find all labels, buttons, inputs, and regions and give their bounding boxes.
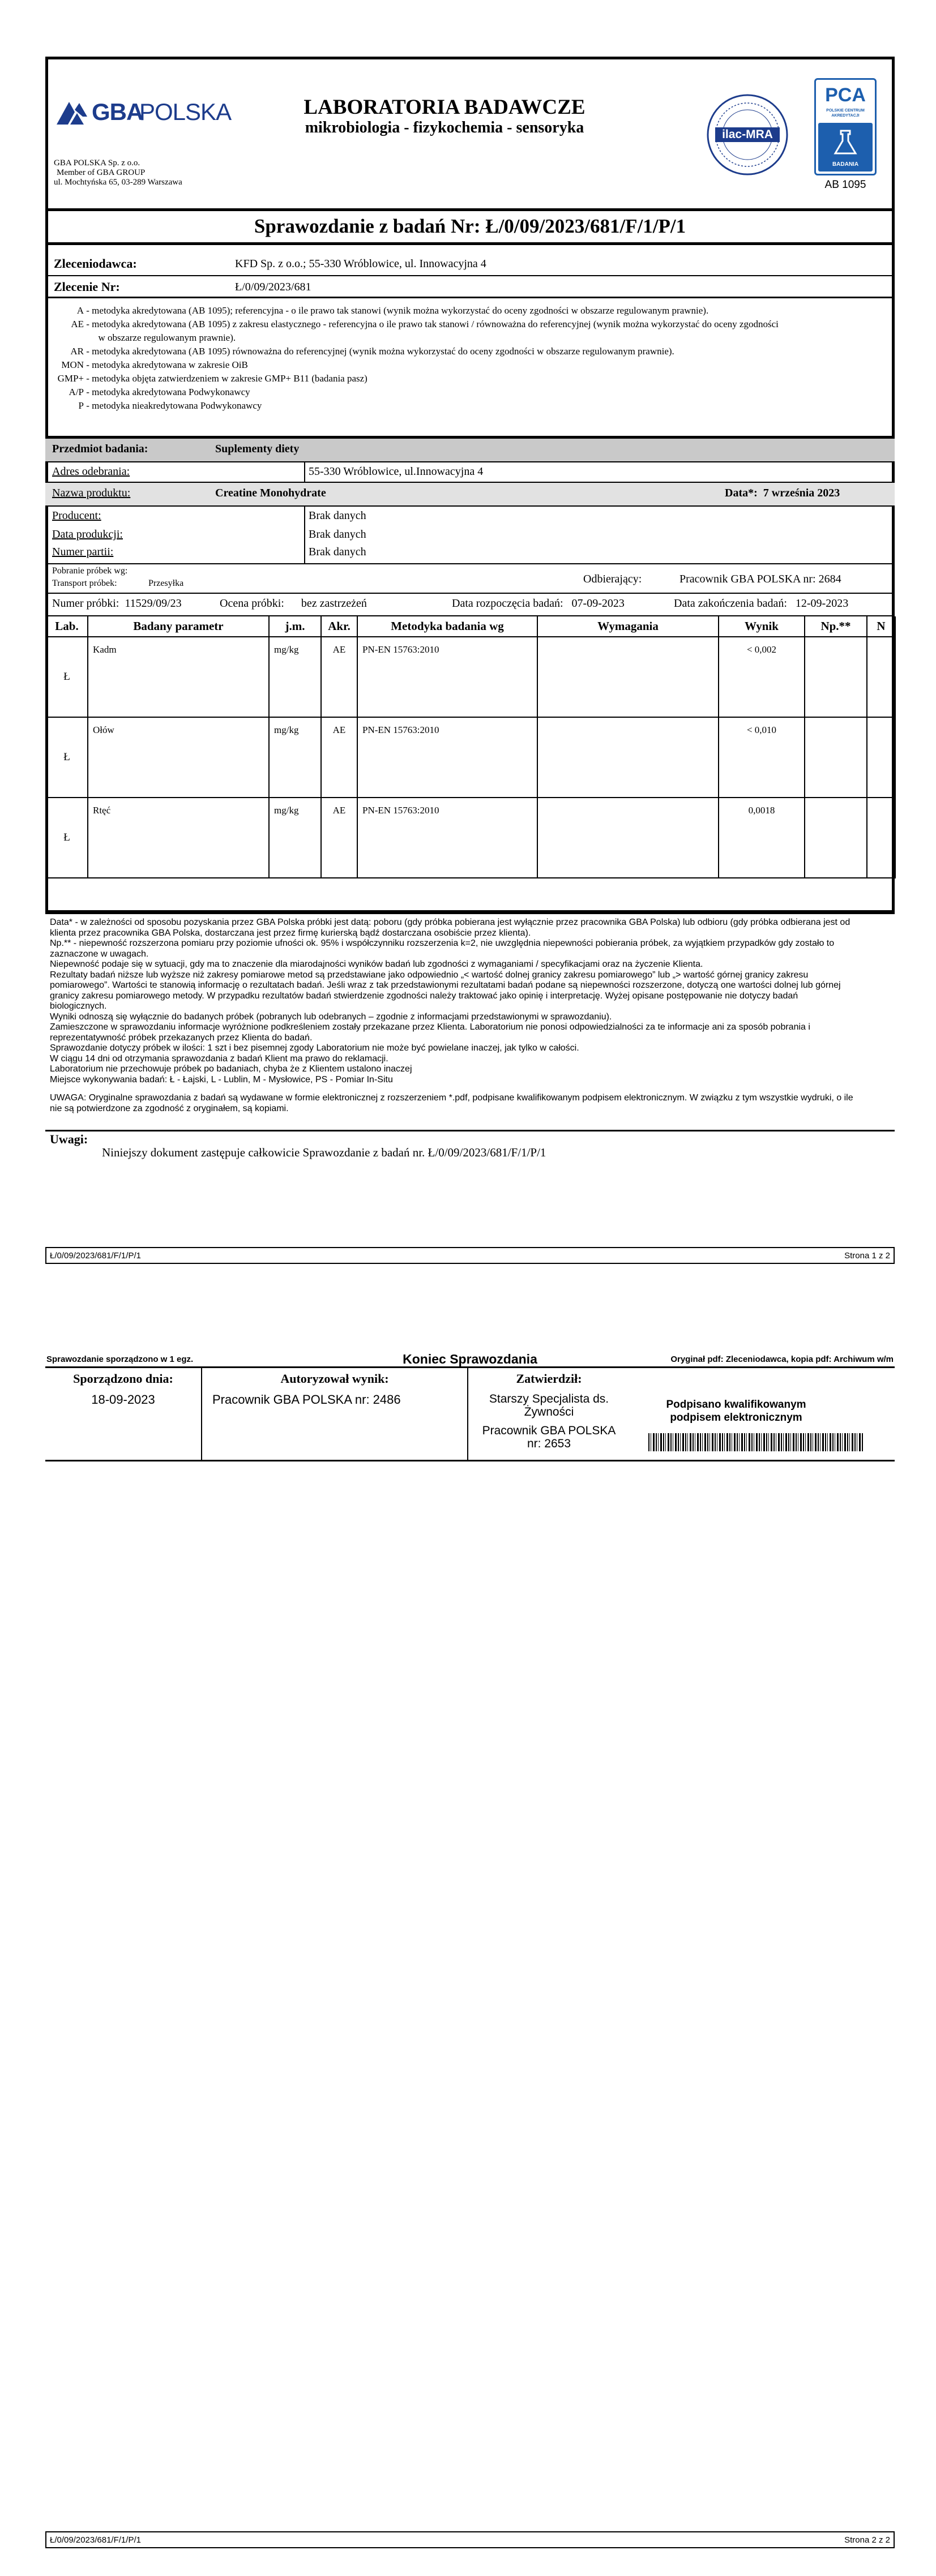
gba-logo-mark-icon xyxy=(55,100,92,126)
transport-label: Transport próbek: xyxy=(52,578,117,588)
company-street: ul. Mochtyńska 65, 03-289 Warszawa xyxy=(54,178,182,187)
cell-unit: mg/kg xyxy=(269,798,321,878)
copies-note: Sprawozdanie sporządzono w 1 egz. xyxy=(46,1355,194,1364)
page-footer-2 xyxy=(45,2531,895,2548)
client-value: KFD Sp. z o.o.; 55-330 Wróblowice, ul. Innowacyjna 4 xyxy=(235,258,486,270)
start-date: Data rozpoczęcia badań: 07-09-2023 xyxy=(452,597,625,610)
pca-subtext: POLSKIE CENTRUM AKREDYTACJI xyxy=(826,109,865,118)
ilac-mra-seal xyxy=(705,92,790,177)
col-result: Wynik xyxy=(719,616,805,637)
end-date: Data zakończenia badań: 12-09-2023 xyxy=(674,597,849,610)
cell-result: < 0,010 xyxy=(719,717,805,798)
cell-n xyxy=(867,637,895,717)
flask-icon xyxy=(818,126,873,160)
ilac-text: ilac-MRA xyxy=(722,128,773,141)
table-row xyxy=(46,637,895,717)
approved-person xyxy=(468,1392,630,1450)
col-parameter: Badany parametr xyxy=(88,616,269,637)
subject-label: Przedmiot badania: xyxy=(52,443,148,455)
footer-page-number: Strona 2 z 2 xyxy=(844,2535,890,2545)
divider xyxy=(45,1460,895,1461)
lab-title: LABORATORIA BADAWCZE xyxy=(304,96,585,119)
legend-item: w obszarze regulowanym prawnie). xyxy=(98,332,236,343)
caution-line: UWAGA: Oryginalne sprawozdania z badań są wydawane w formie elektronicznej z rozszerzeniem *.pdf, podpisane kwalifikowanym podpisem elektronicznym. W związku z tym wszystkie wydruki, o ile xyxy=(50,1093,853,1103)
subject-band xyxy=(45,439,895,461)
divider xyxy=(45,563,895,564)
address-value: 55-330 Wróblowice, ul.Innowacyjna 4 xyxy=(309,465,484,478)
pca-badge xyxy=(814,78,877,175)
transport-value: Przesyłka xyxy=(148,578,184,588)
footnote-line: granicy zakresu pomiarowego metody. W przypadku rezultatów badań stwierdzenie zgodności należy traktować jako opinię i interpretację. Wyżej opisane postępowanie nie dotyczy badań xyxy=(50,991,798,1001)
footnote-line: Zamieszczone w sprawozdaniu informacje wyróżnione podkreśleniem zostały przekazane przez Klienta. Laboratorium nie ponosi odpowiedzialności za te informacje ani za sposób pobrania i xyxy=(50,1022,810,1032)
product-value: Creatine Monohydrate xyxy=(215,487,326,499)
divider xyxy=(45,275,895,276)
legend-item: AR - metodyka akredytowana (AB 1095) równoważna do referencyjnej (wynik można wykorzystać do oceny zgodności w obszarze regulowanym prawnie). xyxy=(70,346,674,357)
batch-label: Numer partii: xyxy=(52,546,114,558)
address-label: Adres odebrania: xyxy=(52,465,130,478)
method-legend xyxy=(45,304,779,413)
cell-akr: AE xyxy=(321,637,357,717)
sampling-date: Data*: 7 września 2023 xyxy=(725,487,840,499)
product-label: Nazwa produktu: xyxy=(52,487,131,499)
cell-result: 0,0018 xyxy=(719,798,805,878)
prepared-date-value: 18-09-2023 xyxy=(91,1392,155,1407)
col-uncertainty: Np.** xyxy=(805,616,867,637)
author-value: Pracownik GBA POLSKA nr: 2486 xyxy=(212,1392,401,1407)
footnote-line: Laboratorium nie przechowuje próbek po badaniach, chyba że z Klientem ustalono inaczej xyxy=(50,1064,412,1074)
results-table xyxy=(45,616,896,878)
approved-line: nr: 2653 xyxy=(527,1437,571,1450)
legend-item: A - metodyka akredytowana (AB 1095); referencyjna - o ile prawo tak stanowi (wynik można wykorzystać do oceny zgodności w obszarze regulowanym prawnie). xyxy=(76,305,709,316)
footer-report-id: Ł/0/09/2023/681/F/1/P/1 xyxy=(50,1251,141,1261)
divider xyxy=(45,297,895,298)
sample-number: Numer próbki: 11529/09/23 xyxy=(52,597,182,610)
logo-brand: GBA xyxy=(92,98,143,125)
table-row xyxy=(46,798,895,878)
footnote-line: zaznaczone w uwagach. xyxy=(50,949,149,959)
remarks-label: Uwagi: xyxy=(50,1132,88,1146)
order-value: Ł/0/09/2023/681 xyxy=(235,281,311,293)
footnote-line: Np.** - niepewność rozszerzona pomiaru przy poziomie ufności ok. 95% i współczynniku rozszerzenia k=2, nie uwzględnia niepewności pobierania próbek, za wyjątkiem przypadków gdy zostało to xyxy=(50,938,835,948)
footnote-line: reprezentatywność próbek przekazanych przez Klienta do badań. xyxy=(50,1032,313,1043)
footnote-line: W ciągu 14 dni od otrzymania sprawozdania z badań Klient ma prawo do reklamacji. xyxy=(50,1053,388,1064)
cell-unit: mg/kg xyxy=(269,717,321,798)
footnotes xyxy=(50,918,891,1114)
col-unit: j.m. xyxy=(269,616,321,637)
cell-requirements xyxy=(537,798,719,878)
divider xyxy=(304,507,305,563)
footnote-line: Data* - w zależności od sposobu pozyskania przez GBA Polska próbki jest datą: poboru (gdy próbka pobierana jest wyłącznie przez pracownika GBA Polska) lub odbioru (gdy próbka odbierana jest od xyxy=(50,918,850,927)
table-header-row xyxy=(46,616,895,637)
legend-item: MON - metodyka akredytowana w zakresie OiB xyxy=(61,359,248,370)
batch-value: Brak danych xyxy=(309,546,366,558)
approved-line: Pracownik GBA POLSKA xyxy=(482,1424,616,1437)
company-group: Member of GBA GROUP xyxy=(57,168,146,177)
divider xyxy=(304,462,305,482)
order-label: Zlecenie Nr: xyxy=(54,280,120,294)
receiver-label: Odbierający: xyxy=(583,573,642,585)
col-method: Metodyka badania wg xyxy=(357,616,537,637)
cell-method: PN-EN 15763:2010 xyxy=(357,637,537,717)
page-footer-1 xyxy=(45,1247,895,1264)
author-label: Autoryzował wynik: xyxy=(280,1371,389,1386)
legend-item: GMP+ - metodyka objęta zatwierdzeniem w zakresie GMP+ B11 (badania pasz) xyxy=(57,373,367,384)
divider xyxy=(45,1366,895,1368)
cell-n xyxy=(867,717,895,798)
footer-report-id: Ł/0/09/2023/681/F/1/P/1 xyxy=(50,2535,141,2545)
caution-line: nie są potwierdzone za zgodność z oryginałem, są kopiami. xyxy=(50,1103,289,1113)
divider xyxy=(45,593,895,594)
col-lab: Lab. xyxy=(46,616,88,637)
cell-method: PN-EN 15763:2010 xyxy=(357,798,537,878)
footnote-line: biologicznych. xyxy=(50,1001,107,1011)
approved-label: Zatwierdził: xyxy=(516,1371,582,1386)
footnote-line: Wyniki odnoszą się wyłącznie do badanych próbek (pobranych lub odebranych – zgodnie z informacjami przedstawionymi w sprawozdaniu). xyxy=(50,1011,612,1022)
legend-item: AE - metodyka akredytowana (AB 1095) z zakresu elastycznego - referencyjna o ile prawo tak stanowi / równoważna do referencyjnej (wynik można wykorzystać do oceny zgodności xyxy=(71,319,779,329)
divider xyxy=(45,242,895,245)
end-title: Koniec Sprawozdania xyxy=(403,1352,537,1366)
cell-parameter: Ołów xyxy=(88,717,269,798)
remarks-text: Niniejszy dokument zastępuje całkowicie Sprawozdanie z badań nr. Ł/0/09/2023/681/F/1/P/1 xyxy=(102,1146,546,1159)
signature-note: Podpisano kwalifikowanym podpisem elektronicznym xyxy=(666,1399,806,1424)
original-note: Oryginał pdf: Zleceniodawca, kopia pdf: Archiwum w/m xyxy=(670,1355,894,1364)
company-address xyxy=(54,158,182,187)
production-date-value: Brak danych xyxy=(309,528,366,541)
sampling-method-label: Pobranie próbek wg: xyxy=(52,566,128,576)
footnote-line: Miejsce wykonywania badań: Ł - Łajski, L - Lublin, M - Mysłowice, PS - Pomiar In-Situ xyxy=(50,1074,393,1085)
approved-line: Żywności xyxy=(524,1405,574,1418)
cell-akr: AE xyxy=(321,717,357,798)
col-akr: Akr. xyxy=(321,616,357,637)
approved-line: Starszy Specjalista ds. xyxy=(489,1392,609,1405)
divider xyxy=(45,1130,895,1131)
signature-barcode xyxy=(648,1433,864,1451)
company-name: GBA POLSKA Sp. z o.o. xyxy=(54,158,140,168)
producer-value: Brak danych xyxy=(309,509,366,522)
lab-subtitle: mikrobiologia - fizykochemia - sensoryka xyxy=(305,119,584,136)
report-title: Sprawozdanie z badań Nr: Ł/0/09/2023/681/F/1/P/1 xyxy=(254,215,686,237)
cell-requirements xyxy=(537,637,719,717)
cell-akr: AE xyxy=(321,798,357,878)
pca-text: PCA xyxy=(825,84,866,106)
table-row xyxy=(46,717,895,798)
production-date-label: Data produkcji: xyxy=(52,528,123,541)
footnote-line: Niepewność podaje się w sytuacji, gdy ma to znaczenie dla miarodajności wyników badań lub zgodności z wymaganiami / specyfikacjami oraz na życzenie Klienta. xyxy=(50,959,703,969)
producer-label: Producent: xyxy=(52,509,101,522)
divider xyxy=(45,461,895,462)
legend-item: A/P - metodyka akredytowana Podwykonawcy xyxy=(69,387,250,397)
cell-uncertainty xyxy=(805,637,867,717)
divider xyxy=(45,505,895,507)
cell-parameter: Rtęć xyxy=(88,798,269,878)
cell-method: PN-EN 15763:2010 xyxy=(357,717,537,798)
cell-lab: Ł xyxy=(46,637,88,717)
logo-brand-suffix: POLSKA xyxy=(139,98,232,125)
cell-uncertainty xyxy=(805,717,867,798)
cell-uncertainty xyxy=(805,798,867,878)
gba-logo xyxy=(55,96,231,130)
cell-result: < 0,002 xyxy=(719,637,805,717)
footnote-line: Rezultaty badań niższe lub wyższe niż zakresy pomiarowe metod są przedstawiane jako odpowiednio „< wartość dolnej granicy zakresu pomiarowego” lub „> wartość górnej granicy zakresu xyxy=(50,970,809,980)
divider xyxy=(45,910,895,912)
divider xyxy=(45,208,895,211)
subject-value: Suplementy diety xyxy=(215,443,300,455)
footer-page-number: Strona 1 z 2 xyxy=(844,1251,890,1261)
client-label: Zleceniodawca: xyxy=(54,256,137,271)
cell-lab: Ł xyxy=(46,798,88,878)
receiver-value: Pracownik GBA POLSKA nr: 2684 xyxy=(679,573,841,585)
col-n: N xyxy=(867,616,895,637)
cell-requirements xyxy=(537,717,719,798)
cell-n xyxy=(867,798,895,878)
pca-flask-panel xyxy=(818,123,873,172)
legend-item: P - metodyka nieakredytowana Podwykonawcy xyxy=(78,400,262,411)
cell-parameter: Kadm xyxy=(88,637,269,717)
footnote-line: klienta przez pracownika GBA Polska, dostarczana jest przez firmę kurierską bądź dostarczana osobiście przez klienta). xyxy=(50,928,531,938)
footnote-line: pomiarowego”. Wartości te stanowią informację o rezultatach badań. Jeśli wraz z tak przedstawionymi rezultatami badań podane są niepewności rozszerzone, dotyczą one wartości dolnej lub górnej xyxy=(50,980,841,990)
col-requirements: Wymagania xyxy=(537,616,719,637)
cell-lab: Ł xyxy=(46,717,88,798)
prepared-date-label: Sporządzono dnia: xyxy=(73,1371,173,1386)
footnote-line: Sprawozdanie dotyczy próbek w ilości: 1 szt i bez pisemnej zgody Laboratorium nie może być powielane inaczej, jak tylko w całości. xyxy=(50,1043,579,1053)
sample-assessment: Ocena próbki: bez zastrzeżeń xyxy=(220,597,367,610)
cell-unit: mg/kg xyxy=(269,637,321,717)
pca-bottom-text: BADANIA xyxy=(832,161,859,168)
accreditation-number: AB 1095 xyxy=(824,179,866,191)
